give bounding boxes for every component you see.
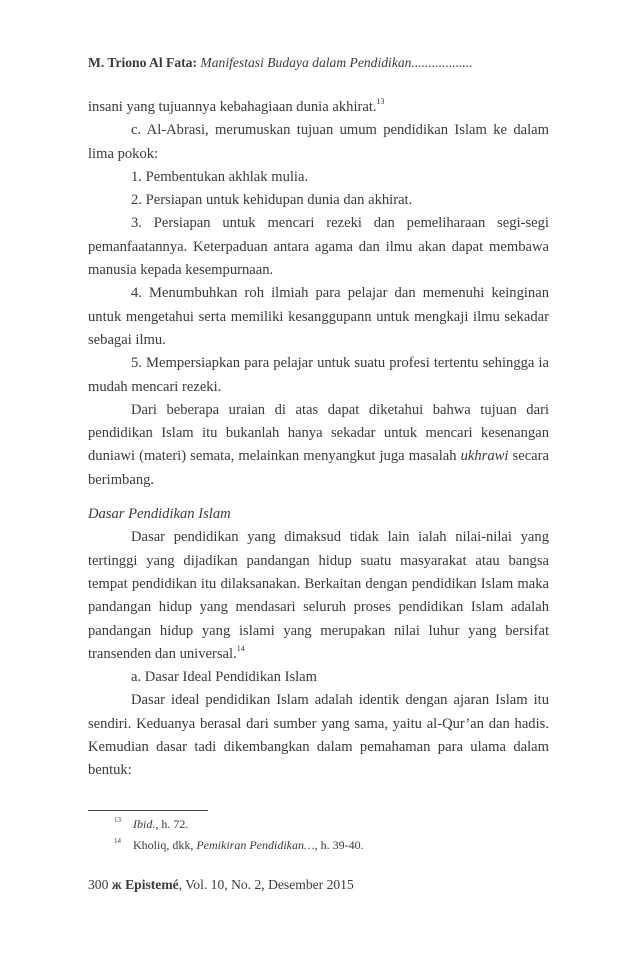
paragraph-conclusion: Dari beberapa uraian di atas dapat diketahui bahwa tujuan dari pendidikan Islam itu bukanlah hanya sekadar untuk mencari kesenangan duniawi (materi) semata, melainkan menyangkut juga masalah ukhrawi secara berimbang. (88, 401, 549, 488)
journal-issue: , Vol. 10, No. 2, Desember 2015 (178, 877, 354, 892)
footnote-14: $^{14}$ Kholiq, dkk, Pemikiran Pendidikan…, h. 39-40. (114, 837, 364, 852)
list-item-5: 5. Mempersiapkan para pelajar untuk suatu profesi tertentu sehingga ia mudah mencari rezeki. (88, 355, 549, 395)
running-header (88, 55, 568, 71)
header-title: Manifestasi Budaya dalam Pendidikan.................. (200, 55, 473, 70)
emphasis-ukhrawi: ukhrawi (460, 448, 509, 465)
footnote-ref-14: 14 (236, 643, 245, 653)
journal-symbol: ж (111, 877, 122, 892)
header-author: M. Triono Al Fata: (88, 55, 197, 70)
paragraph-dasar: Dasar pendidikan yang dimaksud tidak lain ialah nilai-nilai yang tertinggi yang dijadikan pandangan hidup suatu masyarakat atau bangsa tempat pendidikan itu dilaksanakan. Berkaitan dengan pendidikan Islam maka pandangan hidup yang mendasari seluruh proses pendidikan Islam adalah pandangan hidup yang islami yang merupakan nilai luhur yang bersifat transenden dan universal.$^{14}$ (88, 529, 549, 662)
page-number: 300 (88, 877, 109, 892)
list-item-2: 2. Persiapan untuk kehidupan dunia dan akhirat. (131, 192, 413, 209)
footnote-13: $^{13}$ Ibid., h. 72. (114, 816, 189, 831)
list-item-3: 3. Persiapan untuk mencari rezeki dan pemeliharaan segi-segi pemanfaatannya. Keterpaduan antara agama dan ilmu akan dapat membawa manusia kepada kesempurnaan. (88, 215, 549, 279)
subheading-a: a. Dasar Ideal Pendidikan Islam (131, 669, 318, 686)
list-item-4: 4. Menumbuhkan roh ilmiah para pelajar dan memenuhi keinginan untuk mengetahui serta memiliki kesanggupann untuk mengkaji ilmu sekadar sebagai ilmu. (88, 285, 549, 348)
paragraph-al-abrasi: c. Al-Abrasi, merumuskan tujuan umum pendidikan Islam ke dalam lima pokok: (88, 122, 549, 162)
paragraph-ideal: Dasar ideal pendidikan Islam adalah identik dengan ajaran Islam itu sendiri. Keduanya berasal dari sumber yang sama, yaitu al-Qur’an dan hadis. Kemudian dasar tadi dikembangkan dalam pemahaman para ulama dalam bentuk: (88, 692, 549, 779)
footnote-divider (88, 810, 208, 811)
section-heading: Dasar Pendidikan Islam (88, 506, 231, 523)
main-text (88, 96, 549, 783)
footnote-ref-13: 13 (376, 97, 385, 107)
list-item-1: 1. Pembentukan akhlak mulia. (131, 168, 309, 185)
paragraph-continuation: insani yang tujuannya kebahagiaan dunia akhirat.$^{13}$ (88, 97, 385, 115)
page-footer (88, 877, 354, 893)
footnotes (114, 814, 554, 856)
journal-name: Epistemé (125, 877, 179, 892)
